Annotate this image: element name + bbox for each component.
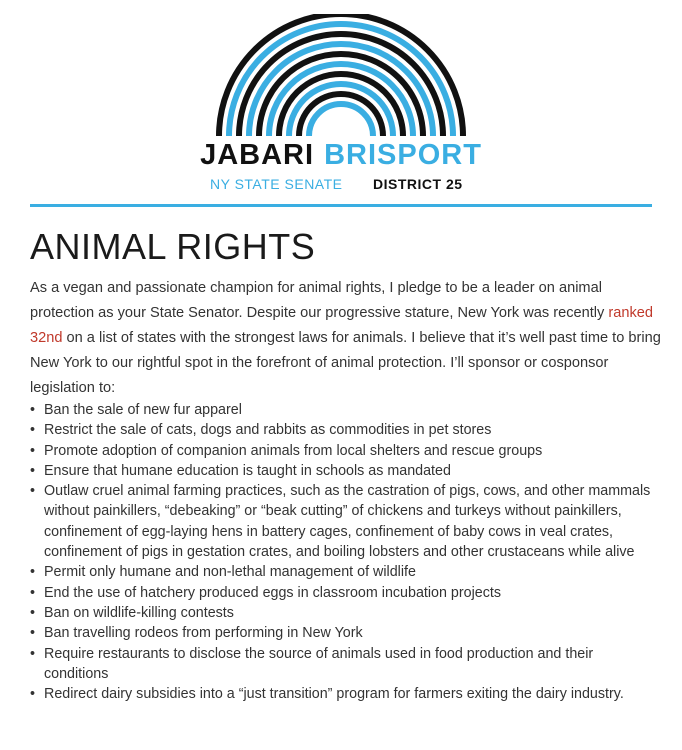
candidate-first-name: JABARI [200,139,315,171]
list-item: • End the use of hatchery produced eggs in classroom incubation projects [30,583,660,603]
list-item: • Redirect dairy subsidies into a “just transition” program for farmers exiting the dairy industry. [30,684,660,704]
list-item: • Promote adoption of companion animals from local shelters and rescue groups [30,441,660,461]
list-item: • Ban on wildlife-killing contests [30,603,660,623]
list-item: • Permit only humane and non-lethal management of wildlife [30,562,660,582]
intro-text-end: on a list of states with the strongest laws for animals. I believe that it’s well past time to bring New York to our rightful spot in the forefront of animal protection. I’ll sponsor or cosponsor legislation to: [30,330,661,396]
intro-text-start: As a vegan and passionate champion for animal rights, I pledge to be a leader on animal protection as your State Senator. Despite our progressive stature, New York was recently [30,280,609,321]
list-item: • Restrict the sale of cats, dogs and rabbits as commodities in pet stores [30,420,660,440]
list-item: • Ban the sale of new fur apparel [30,400,660,420]
rainbow-arches-icon [213,14,469,136]
office-label: NY STATE SENATE [210,176,343,192]
list-item: • Ban travelling rodeos from performing in New York [30,623,660,643]
ranked-32nd-link[interactable]: ranked 32nd [30,305,653,346]
candidate-name [0,138,682,172]
list-item: • Ensure that humane education is taught in schools as mandated [30,461,660,481]
page-title: ANIMAL RIGHTS [30,226,316,267]
list-item: • Require restaurants to disclose the source of animals used in food production and their conditions [30,644,660,685]
district-label: DISTRICT 25 [373,176,463,192]
intro-paragraph [30,276,670,401]
candidate-last-name: BRISPORT [324,139,482,171]
list-item: • Outlaw cruel animal farming practices, such as the castration of pigs, cows, and other mammals without painkillers, “debeaking” or “beak cutting” of chickens and turkeys without painkillers, confinement of egg-laying hens in battery cages, confinement of baby cows in veal crates, confinement of pigs in gestation crates, and boiling lobsters and other crustaceans while alive [30,481,660,562]
legislation-list [30,400,660,704]
header-divider [30,204,652,207]
